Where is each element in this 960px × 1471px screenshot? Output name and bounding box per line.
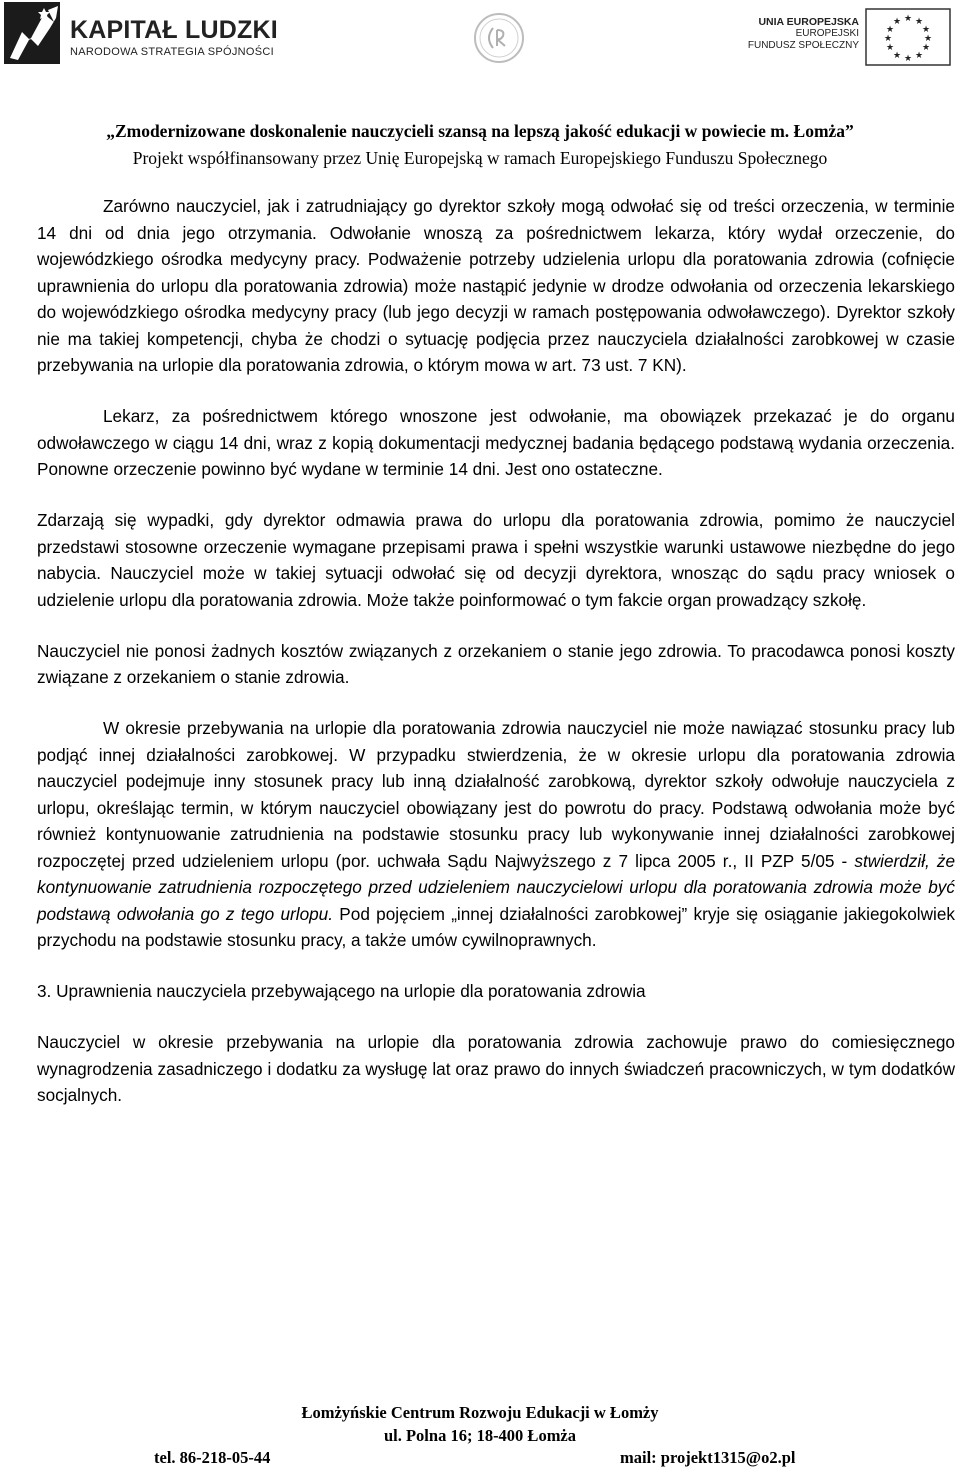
svg-text:★: ★	[921, 24, 931, 34]
eu-logo-line2: EUROPEJSKI	[795, 28, 859, 39]
crc-seal-icon	[473, 12, 525, 64]
paragraph-work-during-leave	[37, 715, 955, 954]
svg-text:★: ★	[883, 33, 893, 43]
document-footer	[0, 1402, 960, 1469]
footer-organization: Łomżyńskie Centrum Rozwoju Edukacji w Łomży	[301, 1403, 659, 1422]
svg-text:★: ★	[892, 50, 902, 60]
svg-text:★: ★	[914, 50, 924, 60]
paragraph-director-refusal: Zdarzają się wypadki, gdy dyrektor odmawia prawa do urlopu dla poratowania zdrowia, pomimo że nauczyciel przedstawi stosowne orzeczenie wymagane przepisami prawa i spełni wszystkie warunki ustawowe niezbędne do jego nabycia. Nauczyciel może w takiej sytuacji odwołać się od decyzji dyrektora, wnosząc do sądu pracy wniosek o udzielenie urlopu dla poratowania zdrowia. Może także poinformować o tym fakcie organ prowadzący szkołę.	[37, 510, 955, 610]
eu-logo-text	[748, 16, 859, 52]
footer-address: ul. Polna 16; 18-400 Łomża	[383, 1425, 577, 1445]
footer-contact	[0, 1447, 960, 1469]
kapital-ludzki-mark-icon	[4, 2, 60, 64]
eu-flag-icon	[865, 8, 951, 66]
svg-text:★: ★	[885, 42, 895, 52]
document-body	[37, 193, 955, 1133]
paragraph-doctor-obligation: Lekarz, za pośrednictwem którego wnoszone jest odwołanie, ma obowiązek przekazać je do organu odwoławczego w ciągu 14 dni, wraz z kopią dokumentacji medycznej badania będącego podstawą wydania orzeczenia. Ponowne orzeczenie powinno być wydane w terminie 14 dni. Jest ono ostateczne.	[37, 406, 955, 479]
paragraph-work-text-b: Pod pojęciem „innej działalności zarobkowej” kryje się osiąganie jakiegokolwiek przychodu na podstawie stosunku pracy, a także umów cywilnoprawnych.	[37, 903, 955, 950]
svg-text:★: ★	[885, 24, 895, 34]
paragraph-appeal-right: Zarówno nauczyciel, jak i zatrudniający go dyrektor szkoły mogą odwołać się od treści orzeczenia, w terminie 14 dni od dnia jego otrzymania. Odwołanie wnoszą za pośrednictwem lekarza, który wydał orzeczenie, do wojewódzkiego ośrodka medycyny pracy. Podważenie potrzeby udzielenia urlopu dla poratowania zdrowia (cofnięcie uprawnienia do urlopu dla poratowania zdrowia) może nastąpić jedynie w drodze odwołania od orzeczenia lekarskiego do wojewódzkiego ośrodka medycyny pracy (lub jego decyzji w ramach postępowania odwoławczego). Dyrektor szkoły nie ma takiej kompetencji, chyba że chodzi o sytuację podjęcia przez nauczyciela działalności zarobkowej w czasie przebywania na urlopie dla poratowania zdrowia, o którym mowa w art. 73 ust. 7 KN).	[37, 196, 955, 375]
eu-logo-title: UNIA EUROPEJSKA	[758, 16, 859, 28]
paragraph-costs: Nauczyciel nie ponosi żadnych kosztów związanych z orzekaniem o stanie jego zdrowia. To pracodawca ponosi koszty związane z orzekaniem o stanie zdrowia.	[37, 640, 955, 687]
project-header	[0, 118, 960, 172]
footer-phone: tel. 86-218-05-44	[154, 1448, 271, 1467]
svg-text:★: ★	[914, 16, 924, 26]
paragraph-work-text-a: W okresie przebywania na urlopie dla poratowania zdrowia nauczyciel nie może nawiązać stosunku pracy lub podjąć innej działalności zarobkowej. W przypadku stwierdzenia, że w okresie urlopu dla poratowania zdrowia nauczyciel podejmuje inny stosunek pracy lub inną działalność zarobkową, dyrektor szkoły odwołuje nauczyciela z urlopu, określając termin, w którym nauczyciel obowiązany jest do powrotu do pracy. Podstawą odwołania może być również kontynuowanie zatrudnienia na podstawie stosunku pracy lub wykonywanie innej działalności zarobkowej rozpoczętej przed udzieleniem urlopu (por. uchwała Sądu Najwyższego z 7 lipca 2005 r., II PZP 5/05 -	[37, 718, 955, 871]
footer-email: mail: projekt1315@o2.pl	[620, 1448, 796, 1467]
kapital-ludzki-name: KAPITAŁ LUDZKI	[70, 16, 278, 44]
project-cofinancing-line: Projekt współfinansowany przez Unię Europejską w ramach Europejskiego Funduszu Społecznego	[132, 148, 828, 168]
court-ruling-quote: stwierdził, że kontynuowanie zatrudnienia rozpoczętego przed udzieleniem nauczycielowi urlopu dla poratowania zdrowia może być podstawą odwołania go z tego urlopu.	[37, 850, 956, 924]
logo-bar	[0, 0, 960, 110]
svg-text:★: ★	[892, 16, 902, 26]
eu-logo-line3: FUNDUSZ SPOŁECZNY	[747, 40, 859, 51]
section-heading-3: 3. Uprawnienia nauczyciela przebywającego na urlopie dla poratowania zdrowia	[37, 981, 646, 1001]
paragraph-entitlements: Nauczyciel w okresie przebywania na urlopie dla poratowania zdrowia zachowuje prawo do comiesięcznego wynagrodzenia zasadniczego i dodatku za wysługę lat oraz prawo do innych świadczeń pracowniczych, w tym dodatków socjalnych.	[37, 1032, 955, 1105]
svg-text:★: ★	[923, 33, 933, 43]
svg-text:★: ★	[921, 42, 931, 52]
eu-logo	[747, 8, 955, 72]
kapital-ludzki-logo	[4, 2, 278, 66]
svg-text:★: ★	[903, 53, 913, 63]
kapital-ludzki-subtitle: NARODOWA STRATEGIA SPÓJNOŚCI	[70, 46, 274, 58]
project-title: „Zmodernizowane doskonalenie nauczycieli szansą na lepszą jakość edukacji w powiecie m. Łomża”	[106, 121, 854, 141]
svg-text:★: ★	[903, 13, 913, 23]
